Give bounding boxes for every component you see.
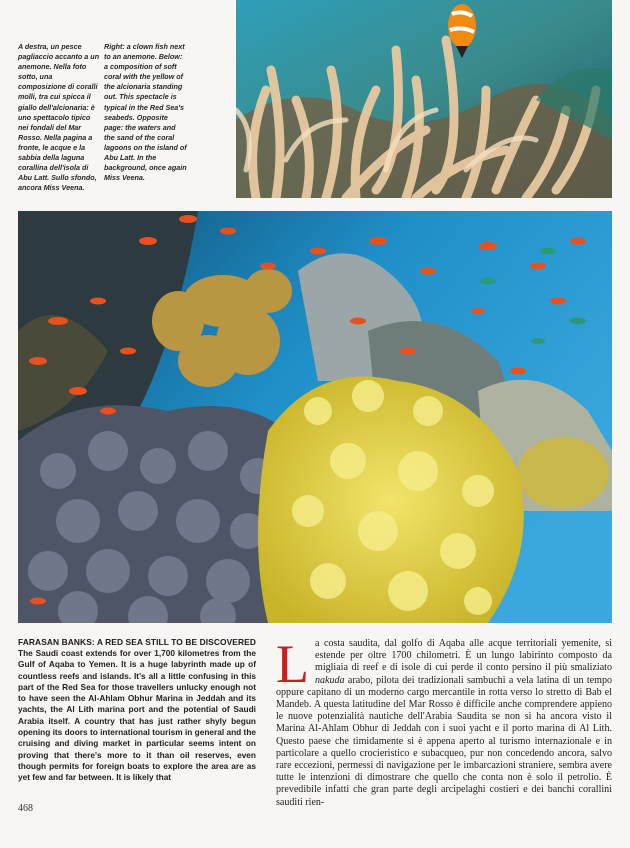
english-heading: FARASAN BANKS: A RED SEA STILL TO BE DISCOVERED: [18, 637, 256, 647]
coral-reef-photo: [18, 211, 612, 623]
page-number: 468: [18, 803, 33, 814]
caption-english: Right: a clown fish next to an anemone. Below: a composition of soft coral with the yellow of the alcionaria standing out. This spectacle is typical in the Red Sea's seabeds. Opposite page: the waters and the sand of the coral lagoons on the island of Abu Latt. In the background, once again Miss Veena.: [104, 42, 187, 183]
italian-italic-word: nakuda: [315, 674, 345, 686]
caption-italian: A destra, un pesce pagliaccio accanto a un anemone. Nella foto sotto, una composizione di coralli molli, tra cui spicca il giallo dell'alcionaria: è uno spettacolo tipico nei fondali del Mar Rosso. Nella pagina a fronte, le acque e la sabbia della laguna corallina dell'isola di Abu Latt. Sullo sfondo, ancora Miss Veena.: [18, 42, 100, 193]
clownfish-anemone-photo: [236, 0, 612, 198]
italian-body-text: [276, 634, 612, 809]
drop-cap: L: [276, 634, 309, 694]
english-body-text: The Saudi coast extends for over 1,700 kilometres from the Gulf of Aqaba to Yemen. It is a huge labyrinth made up of countless reefs and islands. It's all a little confusing in this part of the Red Sea for those travellers unlucky enough not to have seen the Al-Ahlam Obhur Marina in Jeddah and its yachts, the Al Lith marina port and the potential of Saudi Arabia itself. A country that has just rather shyly begun opening its doors to international tourism in general and the cruising and diving market in particular seems intent on proving that there's more to it than oil reserves, even though permits for foreign boats to explore the area are as yet few and far between. It is likely that: [18, 648, 256, 783]
italian-text-part2: arabo, pilota dei tradizionali sambuchi a vela latina di un tempo oppure capitano di un moderno cargo mercantile in rotta verso lo stretto di Bab el Mandeb. A questa latitudine del Mar Rosso è difficile anche comprendere appieno le nuove potenzialità nautiche dell'Arabia Saudita se non si ha ancora visto il Marina Al-Ahlam Obhur di Jeddah con i suoi yacht e il porto marina di Al Lith. Questo paese che timidamente si è appena aperto al turismo internazionale e in particolare a quello crocieristico e subacqueo, pur non concedendo ancora, salvo rare eccezioni, permessi di navigazione per le imbarcazioni straniere, sembra avere tutte le intenzioni di dimostrare che quello che conta non è solo il petrolio. È prevedibile infatti che gran parte degli arcipelaghi costieri e dei banchi corallini sauditi rien-: [276, 674, 612, 808]
italian-text-part1: a costa saudita, dal golfo di Aqaba alle acque territoriali yemenite, si estende per oltre 1700 chilometri. È un lungo labirinto composto da migliaia di reef e di isole di cui perde il conto persino il più smaliziato: [315, 638, 612, 674]
